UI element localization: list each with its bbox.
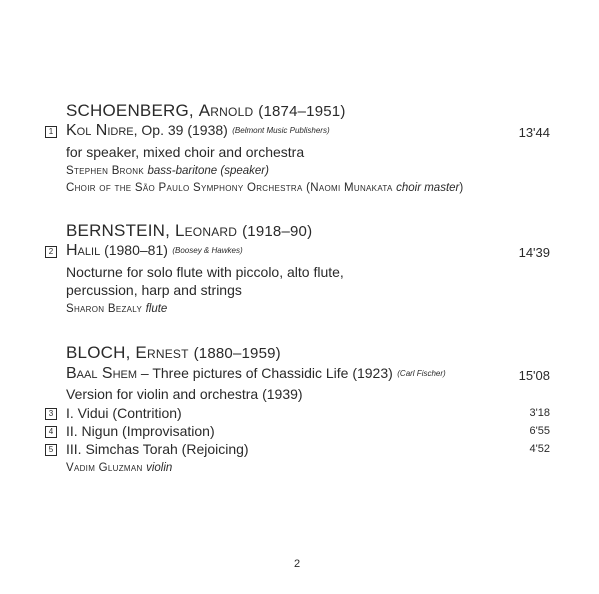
work-title: Kol Nidre bbox=[66, 122, 134, 139]
composer-dates: (1880–1959) bbox=[193, 345, 281, 362]
performer-role: bass-baritone (speaker) bbox=[147, 165, 269, 177]
performer-line bbox=[66, 462, 172, 474]
work-year: (1980–81) bbox=[100, 242, 168, 258]
work-title-row bbox=[66, 242, 243, 260]
movement-duration: 3'18 bbox=[529, 407, 550, 419]
composer-firstname: Arnold bbox=[198, 101, 254, 120]
publisher: (Boosey & Hawkes) bbox=[172, 246, 243, 255]
performer-name: Stephen Bronk bbox=[66, 165, 144, 177]
composer-dates: (1874–1951) bbox=[258, 103, 346, 120]
choir-master-name: (Naomi Munakata bbox=[306, 182, 397, 194]
performer-role: choir master bbox=[396, 182, 460, 194]
track-number-box: 2 bbox=[45, 246, 57, 258]
publisher: (Carl Fischer) bbox=[397, 369, 446, 378]
work-opus: , Op. 39 (1938) bbox=[133, 122, 228, 138]
performer-name: Vadim Gluzman bbox=[66, 462, 143, 474]
composer-surname: SCHOENBERG, bbox=[66, 101, 199, 120]
work-duration: 15'08 bbox=[518, 368, 550, 383]
work-title-row bbox=[66, 122, 330, 140]
performer-line: Choir of the São Paulo Symphony Orchestra (Naomi Munakata choir master) bbox=[66, 182, 464, 194]
track-number-box: 5 bbox=[45, 444, 57, 456]
performer-line bbox=[66, 303, 167, 315]
page-number: 2 bbox=[294, 558, 301, 570]
composer-schoenberg bbox=[66, 101, 346, 121]
composer-surname: BLOCH, bbox=[66, 343, 136, 362]
performer-name: Sharon Bezaly bbox=[66, 303, 143, 315]
performer-line bbox=[66, 165, 269, 177]
composer-firstname: Ernest bbox=[135, 343, 189, 362]
track-duration: 14'39 bbox=[518, 245, 550, 260]
track-number-box: 3 bbox=[45, 408, 57, 420]
performer-name: Choir of the São Paulo Symphony Orchestra bbox=[66, 182, 303, 194]
work-version: Version for violin and orchestra (1939) bbox=[66, 386, 303, 402]
work-title-row bbox=[66, 365, 446, 383]
composer-firstname: Leonard bbox=[174, 221, 238, 240]
performer-role: violin bbox=[146, 462, 173, 474]
work-subtitle: – Three pictures of Chassidic Life (1923) bbox=[137, 365, 393, 381]
work-description: percussion, harp and strings bbox=[66, 282, 242, 298]
movement-title: II. Nigun (Improvisation) bbox=[66, 423, 215, 439]
track-number-box: 1 bbox=[45, 126, 57, 138]
publisher: (Belmont Music Publishers) bbox=[232, 126, 330, 135]
work-title: Baal Shem bbox=[66, 365, 138, 382]
composer-surname: BERNSTEIN, bbox=[66, 221, 175, 240]
movement-title: III. Simchas Torah (Rejoicing) bbox=[66, 441, 249, 457]
track-number-box: 4 bbox=[45, 426, 57, 438]
composer-bloch bbox=[66, 343, 281, 363]
movement-duration: 6'55 bbox=[529, 425, 550, 437]
composer-dates: (1918–90) bbox=[242, 223, 313, 240]
performer-role: flute bbox=[145, 303, 168, 315]
work-description: Nocturne for solo flute with piccolo, alto flute, bbox=[66, 264, 344, 280]
movement-duration: 4'52 bbox=[529, 443, 550, 455]
track-duration: 13'44 bbox=[518, 125, 550, 140]
work-title: Halil bbox=[66, 242, 101, 259]
composer-bernstein bbox=[66, 221, 312, 241]
movement-title: I. Vidui (Contrition) bbox=[66, 405, 182, 421]
work-description: for speaker, mixed choir and orchestra bbox=[66, 144, 305, 160]
